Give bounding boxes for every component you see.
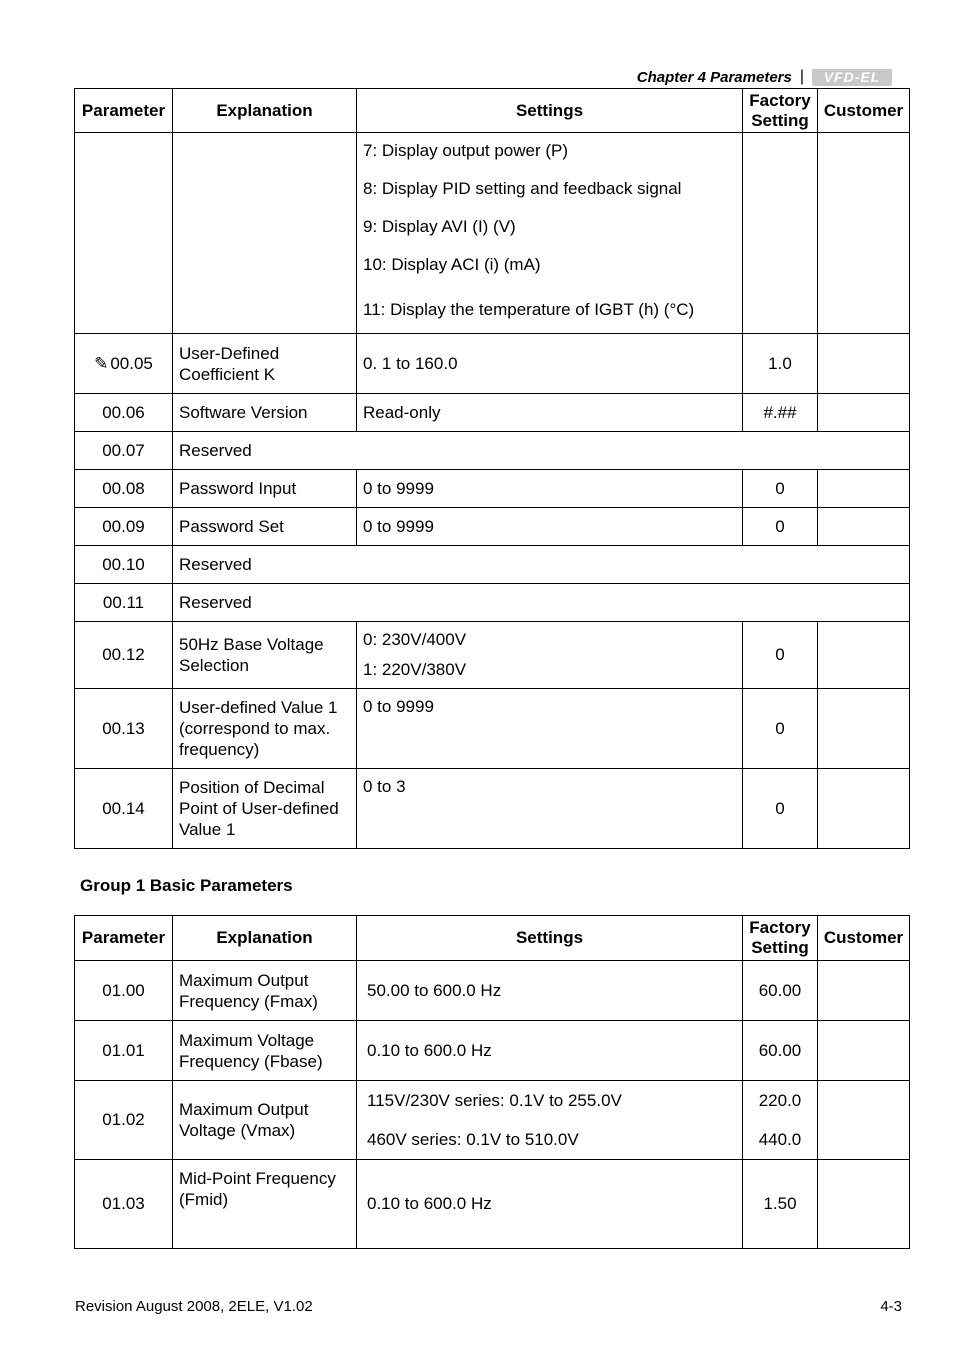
cell-explanation: Mid-Point Frequency (Fmid)	[173, 1160, 357, 1249]
table-row	[75, 394, 910, 432]
col-parameter: Parameter	[75, 916, 173, 961]
pen-icon: ✎	[94, 353, 109, 373]
table-header-row	[75, 89, 910, 133]
setting-line: 8: Display PID setting and feedback signal	[363, 179, 682, 198]
cell-explanation: Password Set	[173, 508, 357, 546]
factory-value: 440.0	[758, 1130, 802, 1149]
cell-factory: 60.00	[743, 961, 818, 1021]
cell-settings: Read-only	[357, 394, 743, 432]
cell-factory: 60.00	[743, 1021, 818, 1081]
cell-param: 00.07	[75, 432, 173, 470]
cell-factory: 0	[743, 508, 818, 546]
cell-param: 00.09	[75, 508, 173, 546]
cell-param: 00.08	[75, 470, 173, 508]
cell-param: 01.00	[75, 961, 173, 1021]
table-row	[75, 334, 910, 394]
cell-explanation: Maximum Voltage Frequency (Fbase)	[173, 1021, 357, 1081]
table-row-continuation	[75, 133, 910, 334]
table-header-row	[75, 916, 910, 961]
group-title: Group 1 Basic Parameters	[80, 876, 293, 895]
cell-explanation: Position of Decimal Point of User-defined Value 1	[173, 769, 357, 849]
col-settings: Settings	[357, 916, 743, 961]
cell-customer	[818, 1081, 910, 1160]
setting-line: 10: Display ACI (i) (mA)	[363, 255, 541, 274]
cell-customer	[818, 1160, 910, 1249]
cell-customer	[818, 470, 910, 508]
cell-explanation: Maximum Output Voltage (Vmax)	[173, 1081, 357, 1160]
cell-param: 01.03	[75, 1160, 173, 1249]
cell-explanation: Reserved	[173, 546, 910, 584]
cell-settings: 0 to 9999	[357, 689, 743, 769]
cell-settings: 0. 1 to 160.0	[357, 334, 743, 394]
col-factory-line2: Setting	[751, 938, 809, 957]
chapter-title: Chapter 4 Parameters	[636, 68, 792, 86]
page-header	[637, 66, 892, 88]
cell-settings	[357, 133, 743, 334]
cell-factory: 1.0	[743, 334, 818, 394]
col-customer: Customer	[818, 89, 910, 133]
setting-line: 1: 220V/380V	[363, 660, 467, 679]
table-row	[75, 432, 910, 470]
table-row	[75, 584, 910, 622]
cell-explanation: User-Defined Coefficient K	[173, 334, 357, 394]
cell-explanation: Maximum Output Frequency (Fmax)	[173, 961, 357, 1021]
col-parameter: Parameter	[75, 89, 173, 133]
cell-explanation: Reserved	[173, 584, 910, 622]
cell-settings: 50.00 to 600.0 Hz	[357, 961, 743, 1021]
cell-customer	[818, 1021, 910, 1081]
table-row	[75, 622, 910, 689]
cell-settings: 0 to 9999	[357, 470, 743, 508]
cell-customer	[818, 334, 910, 394]
table-row	[75, 470, 910, 508]
col-factory-line2: Setting	[751, 110, 809, 130]
cell-factory	[743, 133, 818, 334]
cell-param: 01.01	[75, 1021, 173, 1081]
cell-param	[75, 334, 173, 394]
col-explanation: Explanation	[173, 89, 357, 133]
cell-factory: 0	[743, 769, 818, 849]
cell-factory: 0	[743, 622, 818, 689]
cell-customer	[818, 622, 910, 689]
cell-explanation: Software Version	[173, 394, 357, 432]
table-row	[75, 546, 910, 584]
cell-settings: 0.10 to 600.0 Hz	[357, 1021, 743, 1081]
cell-param: 00.11	[75, 584, 173, 622]
cell-explanation	[173, 133, 357, 334]
cell-customer	[818, 508, 910, 546]
col-factory-line1: Factory	[749, 90, 811, 110]
cell-param: 01.02	[75, 1081, 173, 1160]
cell-customer	[818, 769, 910, 849]
footer-revision: Revision August 2008, 2ELE, V1.02	[75, 1298, 313, 1315]
cell-customer	[818, 394, 910, 432]
cell-factory: 0	[743, 470, 818, 508]
cell-explanation: 50Hz Base Voltage Selection	[173, 622, 357, 689]
cell-explanation: User-defined Value 1 (correspond to max. frequency)	[173, 689, 357, 769]
setting-line: 460V series: 0.1V to 510.0V	[367, 1130, 579, 1149]
parameter-table-group1	[74, 915, 910, 1249]
cell-customer	[818, 961, 910, 1021]
cell-param	[75, 133, 173, 334]
col-settings: Settings	[357, 89, 743, 133]
cell-param: 00.12	[75, 622, 173, 689]
cell-settings: 0.10 to 600.0 Hz	[357, 1160, 743, 1249]
cell-explanation: Reserved	[173, 432, 910, 470]
table-row	[75, 1081, 910, 1160]
col-factory-line1: Factory	[749, 918, 811, 937]
vfd-el-logo: VFD-EL	[812, 69, 892, 86]
param-code: 00.05	[110, 353, 153, 373]
cell-settings	[357, 622, 743, 689]
col-factory-setting	[743, 89, 818, 133]
header-separator: |	[799, 68, 804, 85]
table-row	[75, 961, 910, 1021]
cell-param: 00.10	[75, 546, 173, 584]
cell-customer	[818, 689, 910, 769]
cell-param: 00.14	[75, 769, 173, 849]
cell-factory: 0	[743, 689, 818, 769]
table-row	[75, 769, 910, 849]
table-row	[75, 1021, 910, 1081]
footer-page-number: 4-3	[880, 1298, 902, 1315]
setting-line: 115V/230V series: 0.1V to 255.0V	[367, 1091, 622, 1110]
cell-settings	[357, 1081, 743, 1160]
table-row	[75, 508, 910, 546]
cell-customer	[818, 133, 910, 334]
table-row	[75, 1160, 910, 1249]
cell-factory: 1.50	[743, 1160, 818, 1249]
col-factory-setting	[743, 916, 818, 961]
setting-line: 9: Display AVI (I) (V)	[363, 217, 516, 236]
table-row	[75, 689, 910, 769]
setting-line: 7: Display output power (P)	[363, 141, 569, 160]
cell-settings: 0 to 3	[357, 769, 743, 849]
cell-factory: #.##	[743, 394, 818, 432]
parameter-table-group0	[74, 88, 910, 849]
cell-param: 00.13	[75, 689, 173, 769]
setting-line: 11: Display the temperature of IGBT (h) (°C)	[363, 300, 695, 319]
setting-line: 0: 230V/400V	[363, 630, 467, 649]
col-customer: Customer	[818, 916, 910, 961]
cell-settings: 0 to 9999	[357, 508, 743, 546]
factory-value: 220.0	[758, 1091, 802, 1110]
cell-explanation: Password Input	[173, 470, 357, 508]
col-explanation: Explanation	[173, 916, 357, 961]
cell-factory	[743, 1081, 818, 1160]
cell-param: 00.06	[75, 394, 173, 432]
